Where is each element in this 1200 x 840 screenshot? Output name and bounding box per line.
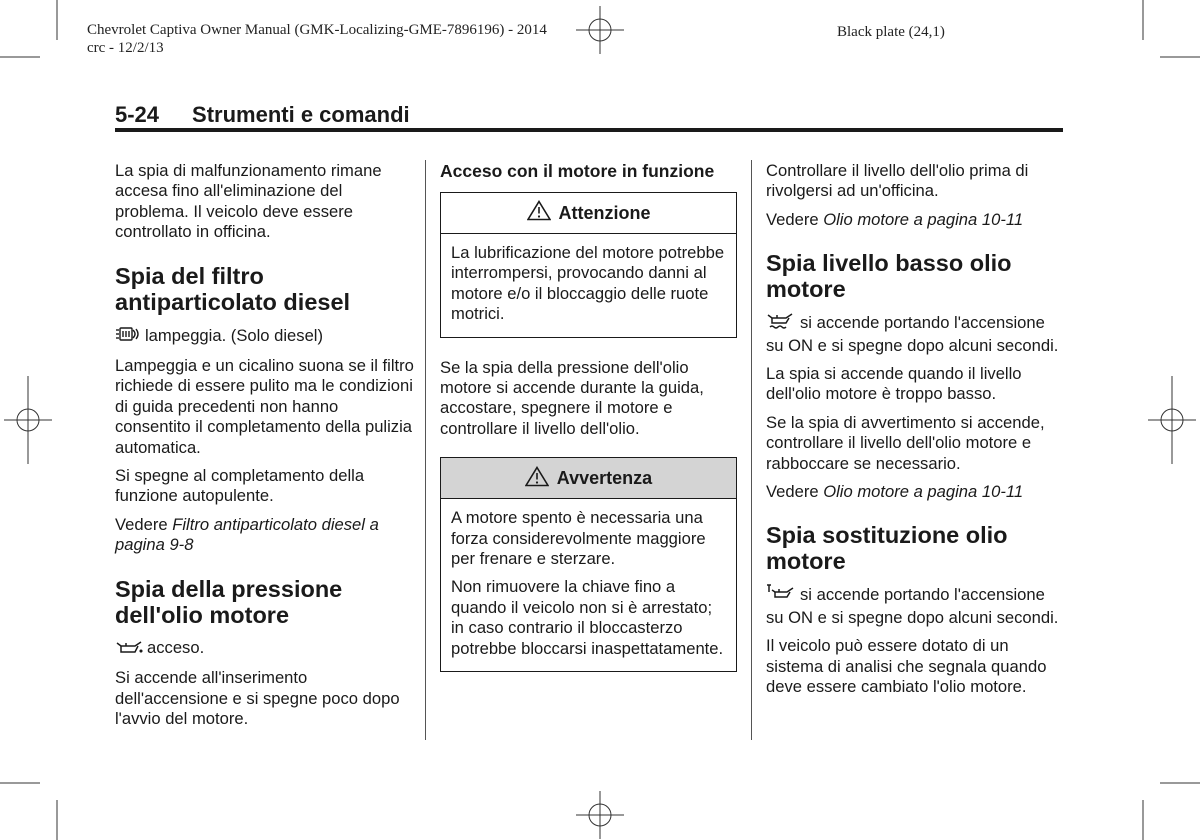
column-1 [115,161,415,737]
oil-see-reference-2 [766,482,1064,502]
column-3 [766,161,1064,706]
oil-change-icon-text: si accende portando l'accensione su ON e si spegne dopo alcuni secondi. [766,585,1059,627]
warning-body [441,499,736,671]
dpf-paragraph-1: Lampeggia e un cicalino suona se il filtro richiede di essere pulito ma le condizioni di guida precedenti non hanno consentito il completamento della pulizia automatica. [115,356,414,457]
engine-running-paragraph: Se la spia della pressione dell'olio motore si accende durante la guida, accostare, spegnere il motore e controllare il livello dell'olio. [440,357,704,438]
heading-oil-pressure: Spia della pressione dell'olio motore [115,575,343,628]
attention-text: La lubrificazione del motore potrebbe interrompersi, provocando danni al motore e/o il bloccaggio delle ruote motrici. [451,243,725,324]
oil-pressure-icon-text: acceso. [147,637,205,657]
attention-header [441,193,736,234]
check-oil-paragraph: Controllare il livello dell'olio prima di rivolgersi ad un'officina. [766,161,1029,201]
print-header-line2: crc - 12/2/13 [87,40,164,56]
oil-level-icon [766,312,796,335]
subheading-engine-running: Acceso con il motore in funzione [440,161,715,181]
low-oil-icon-line [766,312,1064,356]
print-header-job [87,21,547,57]
heading-oil-change: Spia sostituzione olio motore [766,522,1008,575]
running-head [115,100,410,130]
crosshair-top [576,6,624,54]
oil-pressure-paragraph-1: Si accende all'inserimento dell'accensione e si spegne poco dopo l'avvio del motore. [115,668,400,728]
see-prefix: Vedere [766,209,824,229]
oil-can-icon [115,639,143,660]
warning-header [441,458,736,499]
warning-title: Avvertenza [556,468,653,489]
intro-paragraph: La spia di malfunzionamento rimane accesa fino all'eliminazione del problema. Il veicolo deve essere controllato in officina. [115,161,382,242]
column-divider [751,160,752,740]
dpf-see-reference [115,515,415,556]
oil-see-reference-1 [766,210,1064,230]
warning-triangle-icon [527,200,551,225]
attention-title: Attenzione [558,202,651,223]
crosshair-left [4,376,52,464]
oil-reference-link-1[interactable]: Olio motore a pagina 10-11 [823,209,1024,229]
heading-low-oil: Spia livello basso olio motore [766,250,1012,303]
oil-pressure-icon-line [115,638,415,660]
header-rule [115,128,1063,132]
page-number: 5-24 [115,102,160,127]
column-2 [440,161,737,688]
dpf-reference-link[interactable]: Filtro antiparticolato diesel a pagina 9-8 [115,514,379,555]
dpf-paragraph-2: Si spegne al completamento della funzione autopulente. [115,466,365,506]
dpf-icon-line [115,325,415,348]
low-oil-paragraph-1: La spia si accende quando il livello dell'olio motore è troppo basso. [766,364,1022,404]
section-title: Strumenti e comandi [192,102,410,127]
see-prefix: Vedere [766,482,824,502]
dpf-icon-text: lampeggia. (Solo diesel) [145,325,324,345]
warning-text-1: A motore spento è necessaria una forza considerevolmente maggiore per frenare e sterzare. [451,508,706,569]
see-prefix: Vedere [115,514,173,534]
oil-change-icon [766,584,796,607]
crosshair-right [1148,376,1196,464]
attention-box [440,192,737,338]
print-header-plate: Black plate (24,1) [837,24,945,40]
low-oil-paragraph-2: Se la spia di avvertimento si accende, controllare il livello dell'olio motore e rabboccare se necessario. [766,412,1045,473]
warning-box [440,457,737,672]
oil-change-icon-line [766,584,1064,628]
column-divider [425,160,426,740]
heading-dpf: Spia del filtro antiparticolato diesel [115,262,351,315]
diesel-particulate-filter-icon [115,325,141,348]
warning-triangle-icon [525,466,549,491]
crosshair-bottom [576,791,624,839]
low-oil-icon-text: si accende portando l'accensione su ON e si spegne dopo alcuni secondi. [766,313,1059,355]
oil-reference-link-2[interactable]: Olio motore a pagina 10-11 [823,482,1024,502]
attention-body [441,234,736,337]
warning-text-2: Non rimuovere la chiave fino a quando il veicolo non si è arrestato; in caso contrario il bloccasterzo potrebbe bloccarsi inaspettatamente. [451,577,724,658]
print-header-line1: Chevrolet Captiva Owner Manual (GMK-Localizing-GME-7896196) - 2014 [87,22,547,38]
oil-change-paragraph-1: Il veicolo può essere dotato di un sistema di analisi che segnala quando deve essere cambiato l'olio motore. [766,636,1047,697]
